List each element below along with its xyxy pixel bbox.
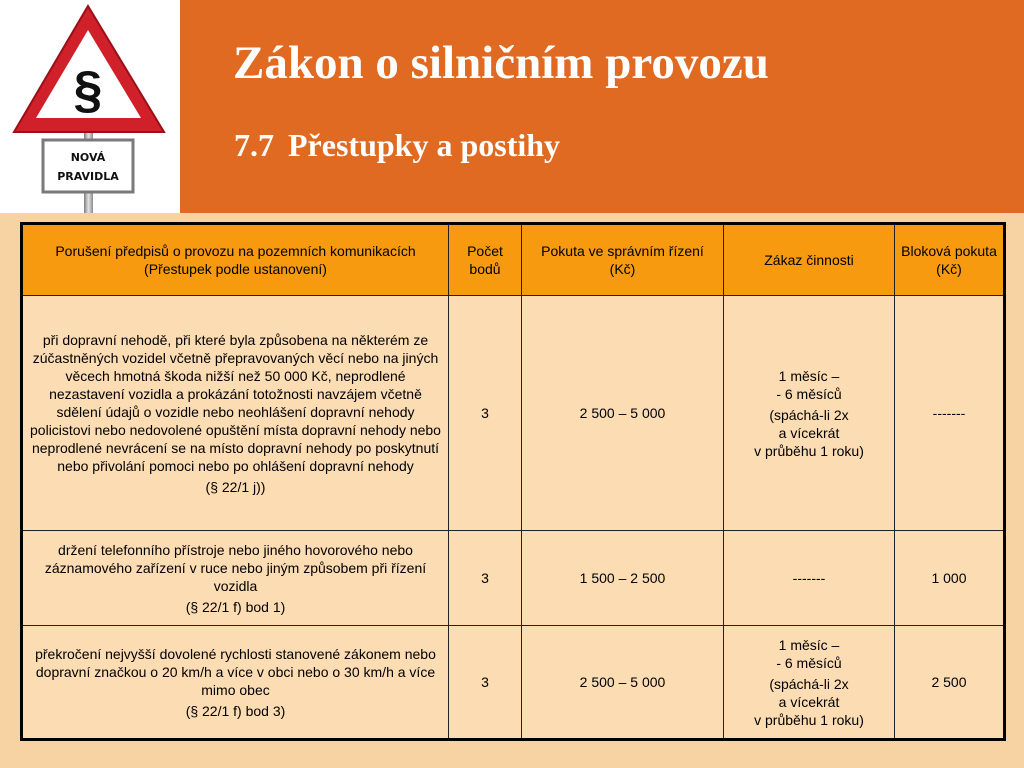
header-fine: Pokuta ve správním řízení (Kč) bbox=[522, 224, 724, 296]
section-number: 7.7 bbox=[234, 127, 274, 163]
ban-text: 1 měsíc – - 6 měsíců bbox=[776, 636, 842, 671]
block-fine-cell: 2 500 bbox=[895, 626, 1005, 740]
block-fine-cell: 1 000 bbox=[895, 531, 1005, 626]
plate-line-2: PRAVIDLA bbox=[57, 170, 119, 183]
table-row bbox=[22, 296, 1005, 531]
ban-cell: ------- bbox=[724, 531, 895, 626]
header-ban: Zákaz činnosti bbox=[724, 224, 895, 296]
ban-text: 1 měsíc – - 6 měsíců bbox=[776, 367, 842, 402]
ban-cell bbox=[724, 296, 895, 531]
violation-text: držení telefonního přístroje nebo jiného hovorového nebo záznamového zařízení v ruce nebo jiným způsobem při řízení vozidla bbox=[44, 541, 427, 594]
fine-cell: 2 500 – 5 000 bbox=[522, 626, 724, 740]
violation-text: při dopravní nehodě, při které byla způsobena na některém ze zúčastněných vozidel včetně přepravovaných věcí nebo na jiných věcech hmotná škoda nižší než 50 000 Kč, neprodlené nezastavení vozidla a prokázání totožnosti navzájem včetně sdělení údajů o vozidle nebo neohlášení dopravní nehody policistovi nebo nedovolené opuštění místa dopravní nehody nebo neprodlené nevrácení se na místo dopravní nehody po poskytnutí nebo přivolání pomoci nebo po ohlášení dopravní nehody bbox=[30, 331, 441, 474]
violation-text: překročení nejvyšší dovolené rychlosti stanovené zákonem nebo dopravní značkou o 20 km/h a více v obci nebo o 30 km/h a více mimo obec bbox=[35, 645, 436, 698]
new-rules-plate bbox=[43, 140, 133, 192]
logo-area bbox=[0, 0, 180, 213]
ban-note: (spáchá-li 2x a vícekrát v průběhu 1 roku) bbox=[754, 675, 864, 728]
plate-line-1: NOVÁ bbox=[70, 151, 106, 164]
ban-note: (spáchá-li 2x a vícekrát v průběhu 1 roku) bbox=[754, 406, 864, 459]
section-subtitle bbox=[234, 128, 560, 163]
table-header-row bbox=[22, 224, 1005, 296]
points-cell: 3 bbox=[449, 296, 522, 531]
table-row bbox=[22, 626, 1005, 740]
violation-reference: (§ 22/1 f) bod 3) bbox=[185, 702, 286, 719]
fine-cell: 2 500 – 5 000 bbox=[522, 296, 724, 531]
violation-cell bbox=[22, 531, 449, 626]
fine-cell: 1 500 – 2 500 bbox=[522, 531, 724, 626]
header-block-fine: Bloková pokuta (Kč) bbox=[895, 224, 1005, 296]
new-rules-sign-icon bbox=[0, 0, 180, 213]
violation-cell bbox=[22, 296, 449, 531]
points-cell: 3 bbox=[449, 531, 522, 626]
page-title: Zákon o silničním provozu bbox=[233, 37, 769, 89]
header-violation: Porušení předpisů o provozu na pozemních komunikacích (Přestupek podle ustanovení) bbox=[22, 224, 449, 296]
points-cell: 3 bbox=[449, 626, 522, 740]
paragraph-symbol: § bbox=[73, 61, 103, 119]
violation-cell bbox=[22, 626, 449, 740]
table-row bbox=[22, 531, 1005, 626]
ban-cell bbox=[724, 626, 895, 740]
block-fine-cell: ------- bbox=[895, 296, 1005, 531]
violation-reference: (§ 22/1 j)) bbox=[205, 478, 266, 495]
violation-reference: (§ 22/1 f) bod 1) bbox=[185, 598, 286, 615]
penalties-table bbox=[20, 222, 1006, 741]
header-points: Počet bodů bbox=[449, 224, 522, 296]
section-title: Přestupky a postihy bbox=[288, 127, 561, 163]
